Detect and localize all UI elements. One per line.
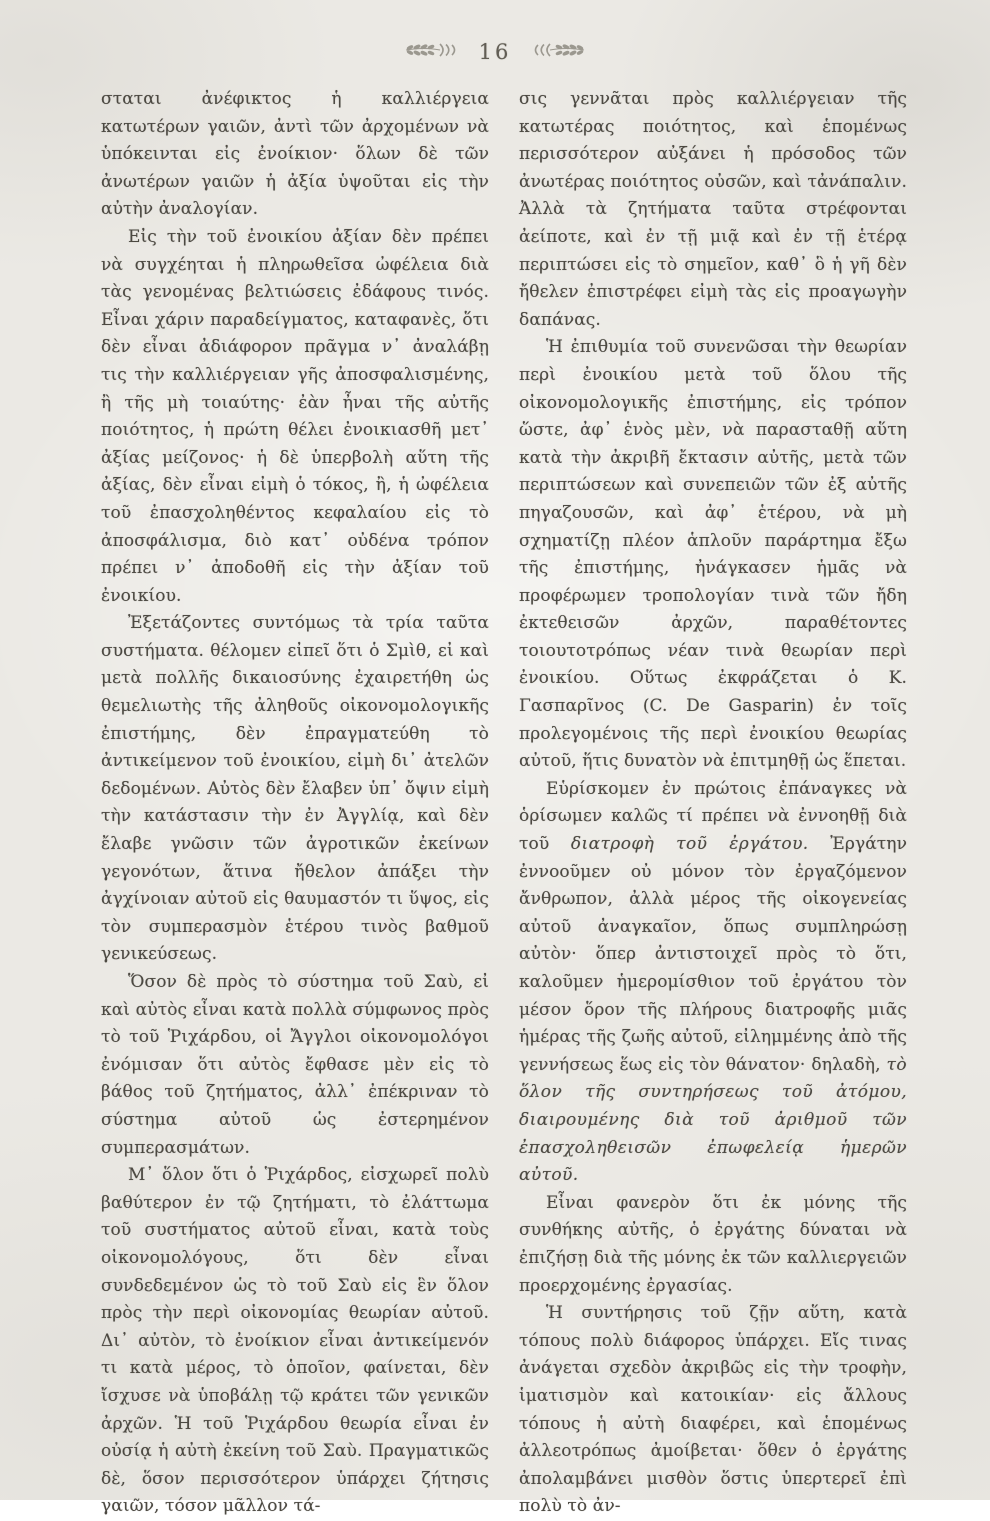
text-segment: Ὅσον δὲ πρὸς τὸ σύστημα τοῦ Σαὺ, εἰ καὶ αὐτὸς εἶναι κατὰ πολλὰ σύμφωνος πρὸς τὸ τοῦ Ῥιχάρδου, οἱ Ἄγγλοι οἰκονομολόγοι ἐνόμισαν ὅτι αὐτὸς ἔφθασε μὲν εἰς τὸ βάθος τοῦ ζητήματος, ἀλλ᾽ ἐπέκριναν τὸ σύστημα αὐτοῦ ὡς ἐστερημένον συμπερασμάτων. <box>101 972 489 1158</box>
text-segment: σις γεννᾶται πρὸς καλλιέργειαν τῆς κατωτέρας ποιότητος, καὶ ἑπομένως περισσότερον αὐξάνει ἡ πρόσοδος τῶν ἀνωτέρας ποιότητος οὐσῶν, καὶ τἀνάπαλιν. Ἀλλὰ τὰ ζητήματα ταῦτα στρέφονται ἀείποτε, καὶ ἐν τῇ μιᾷ καὶ ἐν τῇ ἑτέρᾳ περιπτώσει εἰς τὸ σημεῖον, καθ᾽ ὃ ἡ γῆ δὲν ἤθελεν ἐπιστρέφει εἰμὴ τὰς εἰς προαγωγὴν δαπάνας. <box>519 89 907 330</box>
paragraph <box>101 969 489 1162</box>
fern-sprig-left-icon <box>404 42 458 62</box>
text-segment: Ἡ ἐπιθυμία τοῦ συνενῶσαι τὴν θεωρίαν περὶ ἐνοικίου μετὰ τοῦ ὅλου τῆς οἰκονομολογικῆς ἐπιστήμης, εἰς τρόπον ὥστε, ἀφ᾽ ἑνὸς μὲν, νὰ παρασταθῇ αὕτη κατὰ τὴν ἀκριβῆ ἔκτασιν αὐτῆς, μετὰ τῶν περιπτώσεων καὶ συνεπειῶν τῶν ἐξ αὐτῆς πηγαζουσῶν, καὶ ἀφ᾽ ἑτέρου, νὰ μὴ σχηματίζῃ πλέον ἁπλοῦν παράρτημα ἔξω τῆς ἐπιστήμης, ἠνάγκασεν ἡμᾶς νὰ προφέρωμεν τροπολογίαν τινὰ τῶν ἤδη ἐκτεθεισῶν ἀρχῶν, παραθέτοντες τοιουτοτρόπως νέαν τινὰ θεωρίαν περὶ ἐνοικίου. Οὕτως ἐκφράζεται ὁ Κ. Γασπαρῖνος (C. De Gasparin) ἐν τοῖς προλεγομένοις τῆς περὶ ἐνοικίου θεωρίας αὐτοῦ, ἥτις δυνατὸν νὰ ἐπιτμηθῇ ὡς ἕπεται. <box>519 337 907 772</box>
paragraph <box>519 776 907 1190</box>
text-segment: Ἐξετάζοντες συντόμως τὰ τρία ταῦτα συστήματα. θέλομεν εἰπεῖ ὅτι ὁ Σμὶθ, εἰ καὶ μετὰ πολλῆς δικαιοσύνης ἐχαιρετήθη ὡς θεμελιωτὴς τῆς ἀληθοῦς οἰκονομολογικῆς ἐπιστήμης, δὲν ἐπραγματεύθη τὸ ἀντικείμενον τοῦ ἐνοικίου, εἰμὴ δι᾽ ἀτελῶν δεδομένων. Αὐτὸς δὲν ἔλαβεν ὑπ᾽ ὄψιν εἰμὴ τὴν κατάστασιν τὴν ἐν Ἀγγλίᾳ, καὶ δὲν ἔλαβε γνῶσιν τῶν ἀγροτικῶν ἐκείνων γεγονότων, ἅτινα ἤθελον ἀπάξει τὴν ἀγχίνοιαν αὐτοῦ εἰς θαυμαστόν τι ὕψος, εἰς τὸν συμπερασμὸν ἑτέρου τινὸς βαθμοῦ γενικεύσεως. <box>101 613 489 965</box>
paragraph <box>519 334 907 776</box>
text-segment: τὸ ὅλον τῆς συντηρήσεως τοῦ ἀτόμου, διαιρουμένης διὰ τοῦ ἀριθμοῦ τῶν ἐπασχοληθεισῶν ἐπωφελείᾳ ἡμερῶν αὐτοῦ. <box>519 1054 907 1186</box>
paragraph <box>101 86 489 224</box>
text-segment: Ἡ συντήρησις τοῦ ζῇν αὕτη, κατὰ τόπους πολὺ διάφορος ὑπάρχει. Εἴς τινας ἀνάγεται σχεδὸν ἀκριβῶς εἰς τὴν τροφὴν, ἱματισμὸν καὶ κατοικίαν· εἰς ἄλλους τόπους ἡ αὐτὴ διαφέρει, καὶ ἑπομένως ἀλλεοτρόπως ἀμοίβεται· ὅθεν ὁ ἐργάτης ἀπολαμβάνει μισθὸν ὅστις ὑπερτερεῖ ἐπὶ πολὺ τὸ ἀν- <box>519 1303 907 1517</box>
text-segment: Εἶναι φανερὸν ὅτι ἐκ μόνης τῆς συνθήκης αὐτῆς, ὁ ἐργάτης δύναται νὰ ἐπιζήσῃ διὰ τῆς μόνης ἐκ τῶν καλλιεργειῶν προερχομένης ἐργασίας. <box>519 1192 907 1296</box>
fern-sprig-right-icon <box>532 42 586 62</box>
text-segment: Ἐργάτην ἐννοοῦμεν οὐ μόνον τὸν ἐργαζόμενον ἄνθρωπον, ἀλλὰ μέρος τῆς οἰκογενείας αὐτοῦ ἀναγκαῖον, ὅπως συμπληρώσῃ αὐτὸν· ὅπερ ἀντιστοιχεῖ πρὸς τὸ ὅτι, καλοῦμεν ἡμερομίσθιον τοῦ ἐργάτου τὸν μέσον ὅρον τῆς πλήρους διατροφῆς μιᾶς ἡμέρας τῆς ζωῆς αὐτοῦ, εἰλημμένης ἀπὸ τῆς γεννήσεως ἕως εἰς τὸν θάνατον· δηλαδὴ, <box>519 834 908 1075</box>
text-segment: Μ᾽ ὅλον ὅτι ὁ Ῥιχάρδος, εἰσχωρεῖ πολὺ βαθύτερον ἐν τῷ ζητήματι, τὸ ἐλάττωμα τοῦ συστήματος αὐτοῦ εἶναι, κατὰ τοὺς οἰκονομολόγους, ὅτι δὲν εἶναι συνδεδεμένον ὡς τὸ τοῦ Σαὺ εἰς ἓν ὅλον πρὸς τὴν περὶ οἰκονομίας θεωρίαν αὐτοῦ. Δι᾽ αὐτὸν, τὸ ἐνοίκιον εἶναι ἀντικείμενόν τι κατὰ μέρος, τὸ ὁποῖον, φαίνεται, δὲν ἴσχυσε νὰ ὑποβάλῃ τῷ κράτει τῶν γενικῶν ἀρχῶν. Ἡ τοῦ Ῥιχάρδου θεωρία εἶναι ἐν οὐσίᾳ ἡ αὐτὴ ἐκείνη τοῦ Σαὺ. Πραγματικῶς δὲ, ὅσον περισσότερον ὑπάρχει ζήτησις γαιῶν, τόσον μᾶλλον τά- <box>101 1165 489 1517</box>
text-column-right <box>519 86 907 1521</box>
page-header <box>0 40 990 64</box>
text-columns <box>101 86 907 1521</box>
text-segment: Εὑρίσκομεν ἐν πρώτοις ἐπάναγκες νὰ ὁρίσωμεν καλῶς τί πρέπει νὰ ἐννοηθῇ διὰ τοῦ <box>519 778 907 855</box>
text-segment: διατροφὴ τοῦ ἐργάτου. <box>570 834 809 855</box>
paragraph <box>519 1300 907 1521</box>
paragraph <box>101 610 489 969</box>
paragraph <box>101 224 489 610</box>
paragraph <box>101 1162 489 1521</box>
paragraph <box>519 1190 907 1300</box>
text-segment: Εἰς τὴν τοῦ ἐνοικίου ἀξίαν δὲν πρέπει νὰ συγχέηται ἡ πληρωθεῖσα ὠφέλεια διὰ τὰς γενομένας βελτιώσεις ἐδάφους τινός. Εἶναι χάριν παραδείγματος, καταφανὲς, ὅτι δὲν εἶναι ἀδιάφορον πρᾶγμα ν᾽ ἀναλάβῃ τις τὴν καλλιέργειαν γῆς ἀποσφαλισμένης, ἢ τῆς μὴ τοιαύτης· ἐὰν ἦναι τῆς αὐτῆς ποιότητος, ἡ πρώτη θέλει ἐνοικιασθῆ μετ᾽ ἀξίας μείζονος· ἡ δὲ ὑπερβολὴ αὕτη τῆς ἀξίας, δὲν εἶναι εἰμὴ ὁ τόκος, ἢ, ἡ ὠφέλεια τοῦ ἐπασχοληθέντος κεφαλαίου εἰς τὸ ἀποσφάλισμα, διὸ κατ᾽ οὐδένα τρόπον πρέπει ν᾽ ἀποδοθῆ εἰς τὴν ἀξίαν τοῦ ἐνοικίου. <box>101 226 489 606</box>
text-segment: σταται ἀνέφικτος ἡ καλλιέργεια κατωτέρων γαιῶν, ἀντὶ τῶν ἀρχομένων νὰ ὑπόκεινται εἰς ἐνοίκιον· ὅλων δὲ τῶν ἀνωτέρων γαιῶν ἡ ἀξία ὑψοῦται εἰς τὴν αὐτὴν ἀναλογίαν. <box>101 89 489 220</box>
paragraph <box>519 86 907 334</box>
page-number: 16 <box>478 40 512 64</box>
text-column-left <box>101 86 489 1521</box>
